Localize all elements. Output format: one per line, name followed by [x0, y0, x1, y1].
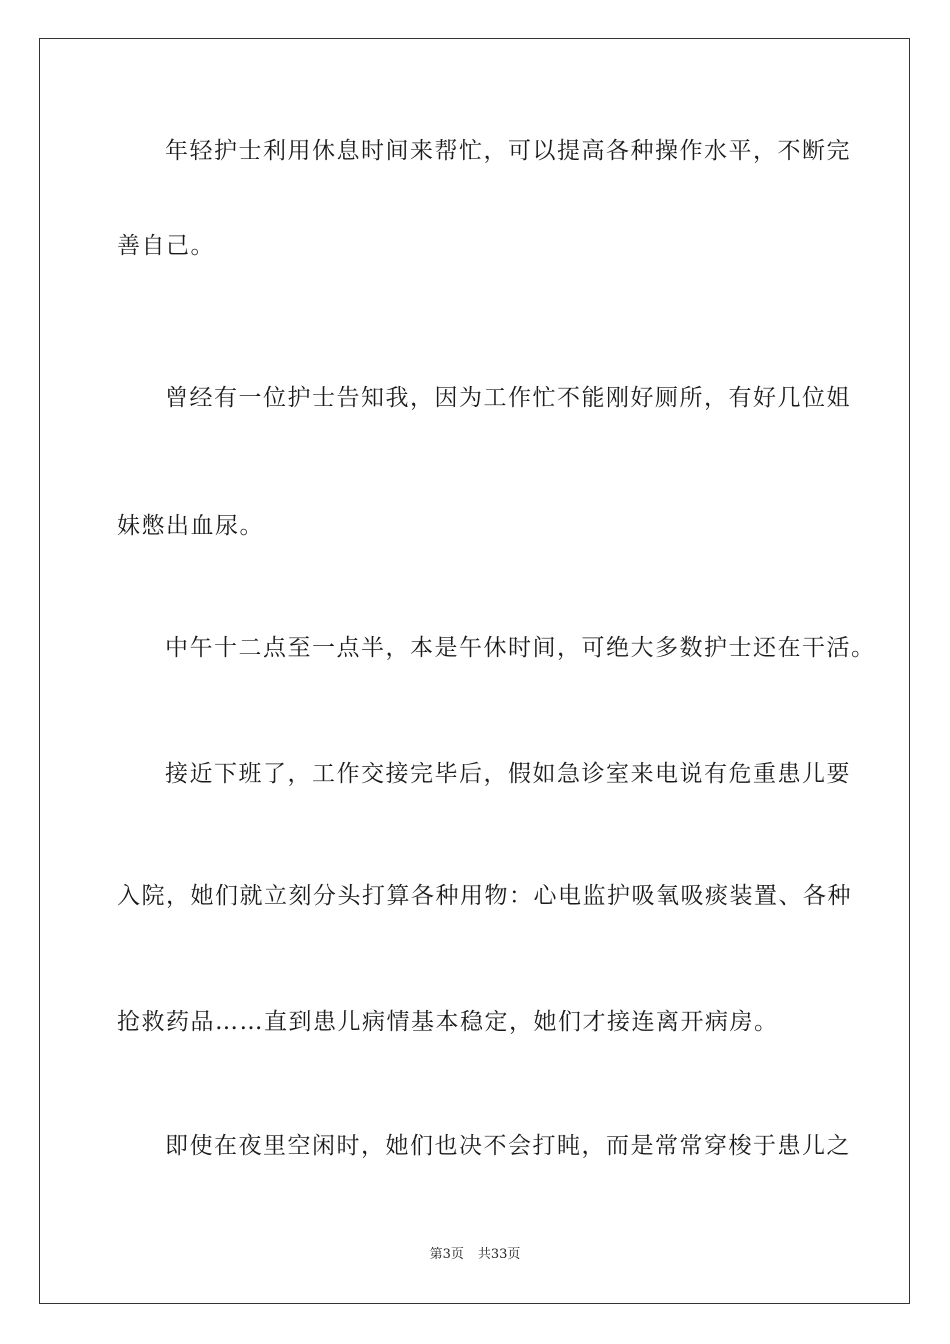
paragraph-line: 善自己。	[117, 233, 215, 259]
paragraph-line: 即使在夜里空闲时，她们也决不会打盹，而是常常穿梭于患儿之	[165, 1133, 851, 1159]
paragraph-line: 曾经有一位护士告知我，因为工作忙不能刚好厕所，有好几位姐	[165, 385, 851, 411]
page-footer	[0, 1246, 950, 1264]
paragraph-line: 中午十二点至一点半，本是午休时间，可绝大多数护士还在干活。	[165, 635, 876, 661]
total-pages: 共33页	[477, 1247, 521, 1262]
paragraph-line: 妹憋出血尿。	[117, 513, 264, 539]
paragraph-line: 抢救药品……直到患儿病情基本稳定，她们才接连离开病房。	[117, 1009, 779, 1035]
page-border	[39, 38, 910, 1304]
page-number: 第3页	[429, 1247, 464, 1262]
paragraph-line: 入院，她们就立刻分头打算各种用物：心电监护吸氧吸痰装置、各种	[117, 883, 852, 909]
paragraph-line: 年轻护士利用休息时间来帮忙，可以提高各种操作水平，不断完	[165, 138, 851, 164]
paragraph-line: 接近下班了，工作交接完毕后，假如急诊室来电说有危重患儿要	[165, 761, 851, 787]
